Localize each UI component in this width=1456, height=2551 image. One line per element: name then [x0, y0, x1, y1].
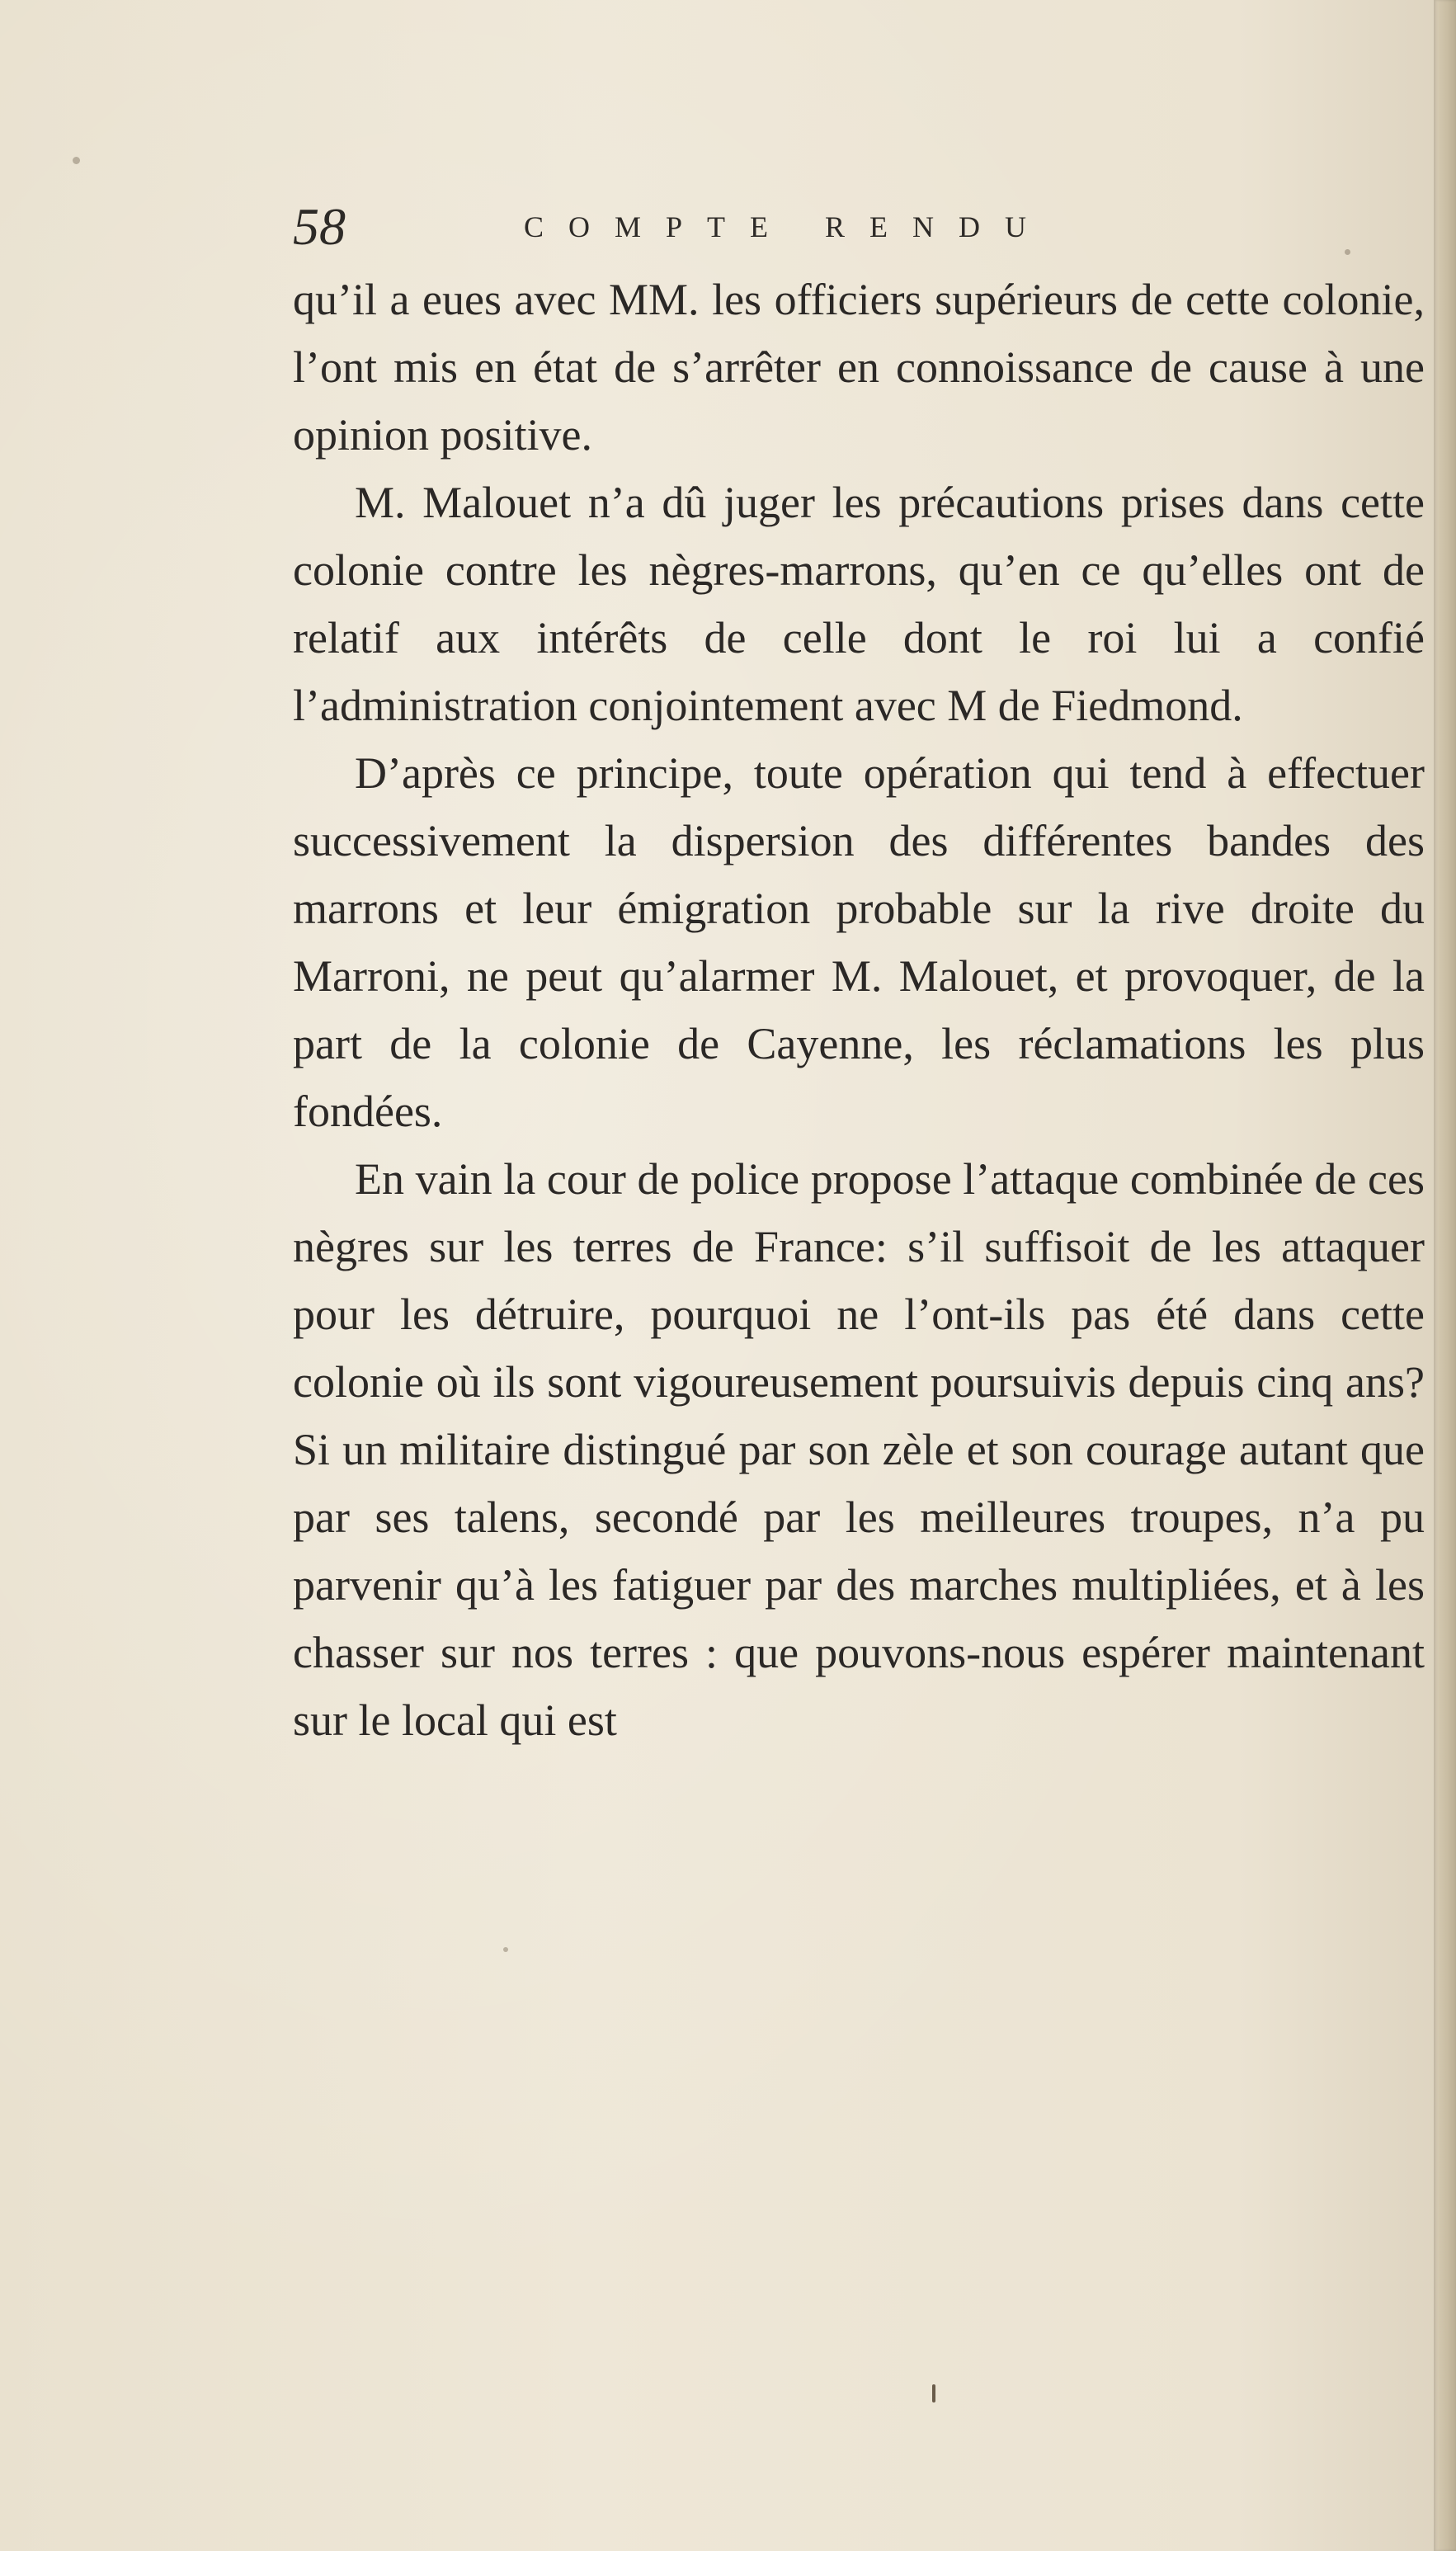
- running-title: COMPTE RENDU: [524, 210, 1052, 243]
- foxing-spot: [73, 157, 80, 164]
- paragraph: qu’il a eues avec MM. les officiers supérieurs de cette colonie, l’ont mis en état de s’arrêter en connoissance de cause à une opinion positive.: [293, 275, 1425, 460]
- paragraph: M. Malouet n’a dû juger les précautions prises dans cette colonie contre les nègres-marrons, qu’en ce qu’elles ont de relatif aux intérêts de celle dont le roi lui a confié l’administration conjointement avec M de Fiedmond.: [293, 478, 1425, 730]
- foxing-spot: [503, 1947, 508, 1952]
- page-edge: [1434, 0, 1456, 2551]
- paragraph: D’après ce principe, toute opération qui tend à effectuer successivement la dispersion des différentes bandes des marrons et leur émigration probable sur la rive droite du Marroni, ne peut qu’alarmer M. Malouet, et provoquer, de la part de la colonie de Cayenne, les réclamations les plus fondées.: [293, 748, 1425, 1136]
- page-number: 58: [293, 197, 346, 256]
- signature-mark: [932, 2384, 935, 2402]
- running-head: [293, 190, 1431, 264]
- paragraph: En vain la cour de police propose l’attaque combinée de ces nègres sur les terres de France: s’il suffisoit de les attaquer pour les détruire, pourquoi ne l’ont-ils pas été dans cette colonie où ils sont vigoureusement poursuivis depuis cinq ans? Si un militaire distingué par son zèle et son courage autant que par ses talens, secondé par les meilleures troupes, n’a pu parvenir qu’à les fatiguer par des marches multipliées, et à les chasser sur nos terres : que pouvons-nous espérer maintenant sur le local qui est: [293, 1154, 1425, 1745]
- body-text: [293, 266, 1425, 1754]
